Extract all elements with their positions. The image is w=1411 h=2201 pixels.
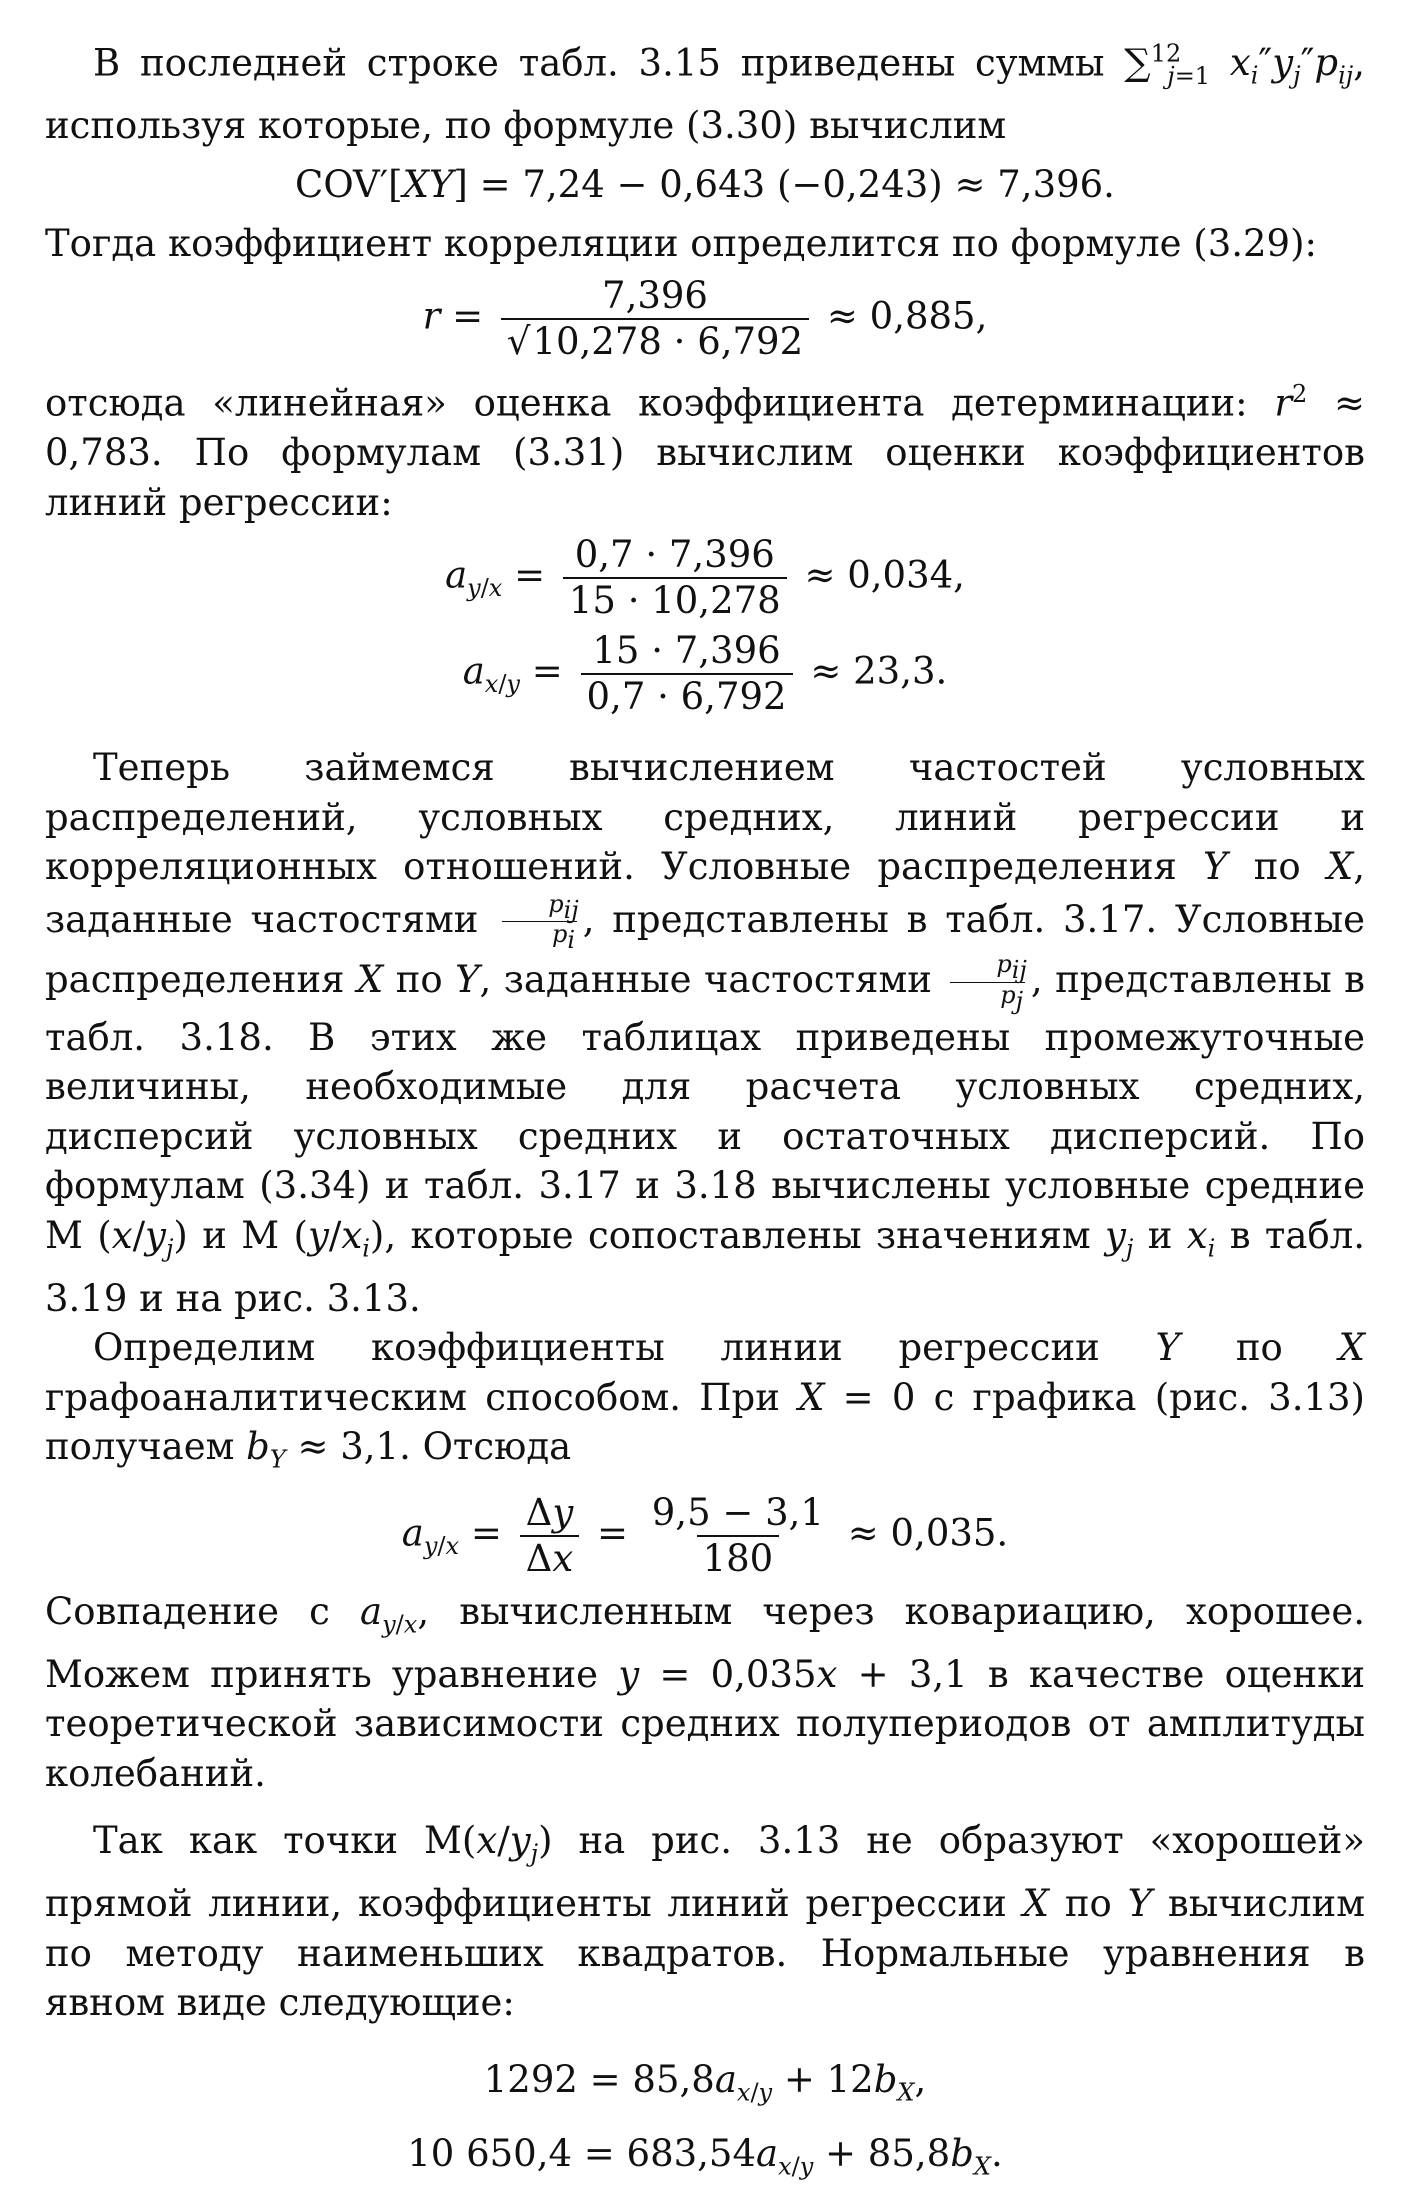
formula-r: r = $\frac{7,396}{√10,278 \cdot 6,792}$ ≈ 0,885, — [422, 274, 988, 364]
paragraph-6: Совпадение с $a_{y/x}$, вычисленным через ковариацию, хорошее. Можем принять уравнение y = 0,035x + 3,1 в качестве оценки теоретической зависимости средних полупериодов от амплитуды колебаний. — [45, 1590, 1366, 1795]
paragraph-2: Тогда коэффициент корреляции определится по формуле (3.29): — [45, 221, 1317, 265]
sum-expression: ∑$^{12}_{j=1}$ $x_i''y_j''p_{ij}$ — [1124, 40, 1354, 90]
paragraph-4: Теперь займемся вычислением частостей условных распределений, условных средних, линий регрессии и корреляционных отношений. Условные распределения Y по X, заданные частостями $\frac{p_{ij}}{p_i}$ , представлены в табл. 3.17. Условные распределения X по Y, заданные частостями $\frac{p_{ij}}{p_j}$ , представлены в табл. 3.18. В этих же таблицах приведены промежуточные величины, необходимые для расчета условных средних, дисперсий условных средних и остаточных дисперсий. По формулам (3.34) и табл. 3.17 и 3.18 вычислены условные средние M $(x/y_j)$ и M $(y/x_i)$, которые сопоставлены значениям $y_j$ и $x_i$ в табл. 3.19 и на рис. 3.13. — [45, 746, 1365, 1320]
formula-normal-2: 10 $650,4 = 683,54a_{x/y} + 85,8b_X$. — [407, 2132, 1003, 2181]
formula-a-yx: $a_{y/x}$ = $\frac{0,7 \cdot 7,396}{15 \cdot 10,278}$ ≈ 0,034, — [445, 533, 965, 623]
formula-normal-1: $1292 = 85,8a_{x/y} + 12b_X$, — [483, 2057, 927, 2107]
paragraph-1: В последней строке табл. 3.15 приведены суммы ∑$^{12}_{j=1}$ $x_i''y_j''p_{ij}$, используя которые, по формуле (3.30) вычислим — [45, 40, 1365, 148]
formula-delta: $a_{y/x}$ = $\frac{\Delta y}{\Delta x}$ = $\frac{9,5 - 3,1}{180}$ ≈ 0,035. — [401, 1491, 1009, 1581]
formula-a-xy: $a_{x/y}$ = $\frac{15 \cdot 7,396}{0,7 \cdot 6,792}$ ≈ 23,3. — [462, 629, 948, 719]
formula-cov: COV′[XY] = 7,24 − 0,643 (−0,243) ≈ 7,396. — [295, 162, 1115, 206]
paragraph-7: Так как точки $M(x/y_j)$ на рис. 3.13 не образуют «хорошей» прямой линии, коэффициенты линий регрессии X по Y вычислим по методу наименьших квадратов. Нормальные уравнения в явном виде следующие: — [45, 1819, 1365, 2025]
document-page — [45, 30, 1365, 2201]
paragraph-3: отсюда «линейная» оценка коэффициента детерминации: $r^2 \approx 0,783$. По формулам (3.31) вычислим оценки коэффициентов линий регрессии: — [45, 380, 1365, 524]
paragraph-5: Определим коэффициенты линии регрессии Y по X графоаналитическим способом. При X = 0 с графика (рис. 3.13) получаем $b_Y \approx 3,1$. Отсюда — [45, 1326, 1365, 1474]
